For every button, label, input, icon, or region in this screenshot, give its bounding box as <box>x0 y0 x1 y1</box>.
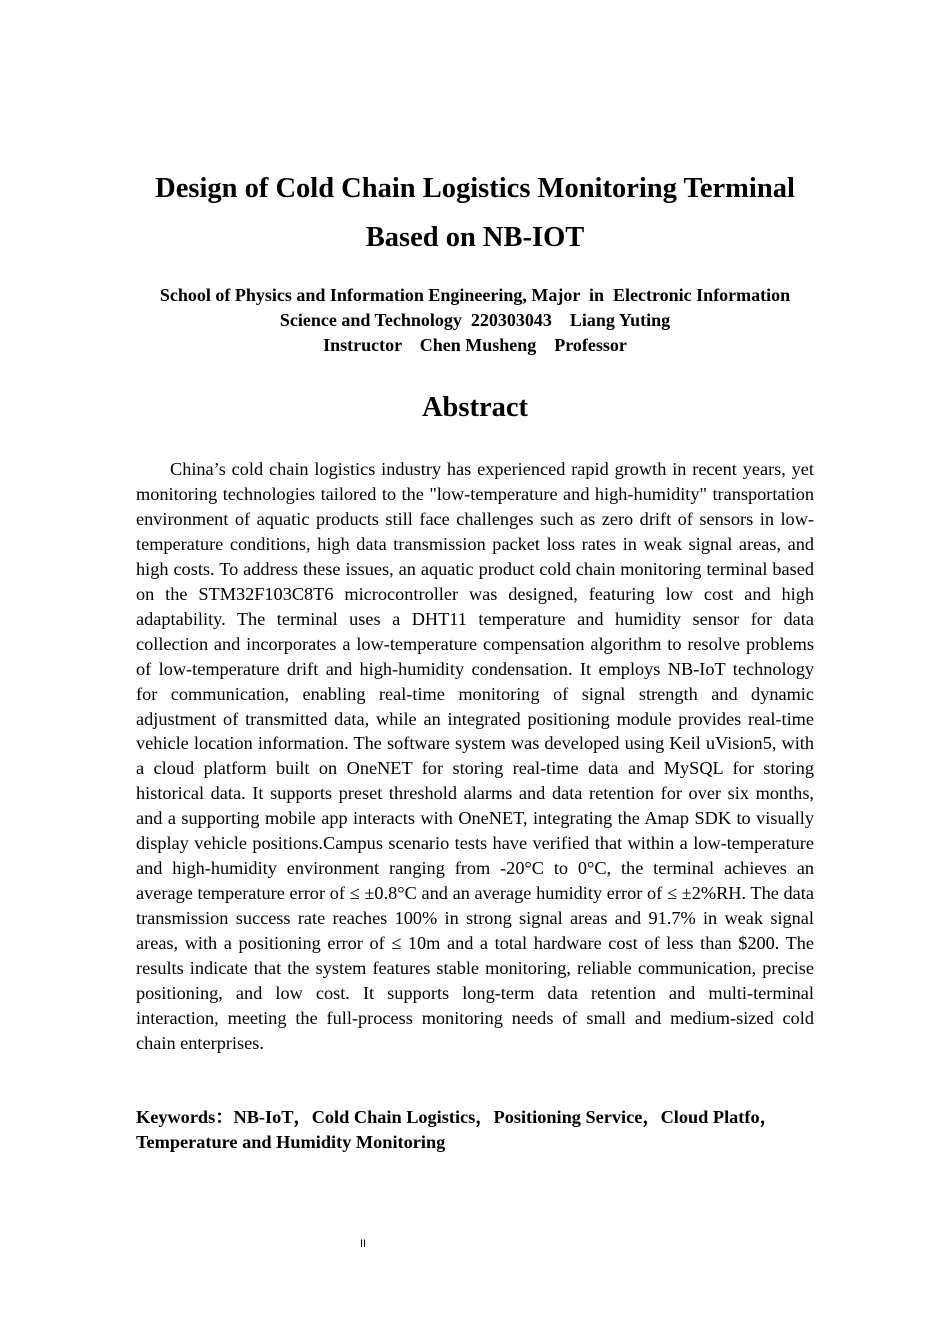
affiliation-line-1: School of Physics and Information Engineering, Major in Electronic Information <box>159 285 791 305</box>
keywords: Keywords：NB-IoT，Cold Chain Logistics，Positioning Service，Cloud Platfo，Temperature and Humidity Monitoring <box>136 1107 778 1152</box>
paper-title-line-1: Design of Cold Chain Logistics Monitoring Terminal <box>155 173 795 204</box>
paper-title-line-2: Based on NB-IOT <box>365 222 585 253</box>
abstract-heading: Abstract <box>421 392 529 423</box>
page-number: II <box>360 1238 367 1250</box>
author-affiliation <box>136 283 814 358</box>
affiliation-line-2: Science and Technology 220303043 Liang Yuting <box>279 310 671 330</box>
instructor-line: Instructor Chen Musheng Professor <box>323 335 627 355</box>
abstract-body: China’s cold chain logistics industry has experienced rapid growth in recent years, yet monitoring technologies tailored to the "low-temperature and high-humidity" transportation environment of aquatic products still face challenges such as zero drift of sensors in low-temperature conditions, high data transmission packet loss rates in weak signal areas, and high costs. To address these issues, an aquatic product cold chain monitoring terminal based on the STM32F103C8T6 microcontroller was designed, featuring low cost and high adaptability. The terminal uses a DHT11 temperature and humidity sensor for data collection and incorporates a low-temperature compensation algorithm to resolve problems of low-temperature drift and high-humidity condensation. It employs NB-IoT technology for communication, enabling real-time monitoring of signal strength and dynamic adjustment of transmitted data, while an integrated positioning module provides real-time vehicle location information. The software system was developed using Keil uVision5, with a cloud platform built on OneNET for storing real-time data and MySQL for storing historical data. It supports preset threshold alarms and data retention for over six months, and a supporting mobile app interacts with OneNET, integrating the Amap SDK to visually display vehicle positions.Campus scenario tests have verified that within a low-temperature and high-humidity environment ranging from -20°C to 0°C, the terminal achieves an average temperature error of ≤ ±0.8°C and an average humidity error of ≤ ±2%RH. The data transmission success rate reaches 100% in strong signal areas and 91.7% in weak signal areas, with a positioning error of ≤ 10m and a total hardware cost of less than $200. The results indicate that the system features stable monitoring, reliable communication, precise positioning, and low cost. It supports long-term data retention and multi-terminal interaction, meeting the full-process monitoring needs of small and medium-sized cold chain enterprises. <box>136 459 814 1053</box>
paper-title <box>136 164 814 262</box>
